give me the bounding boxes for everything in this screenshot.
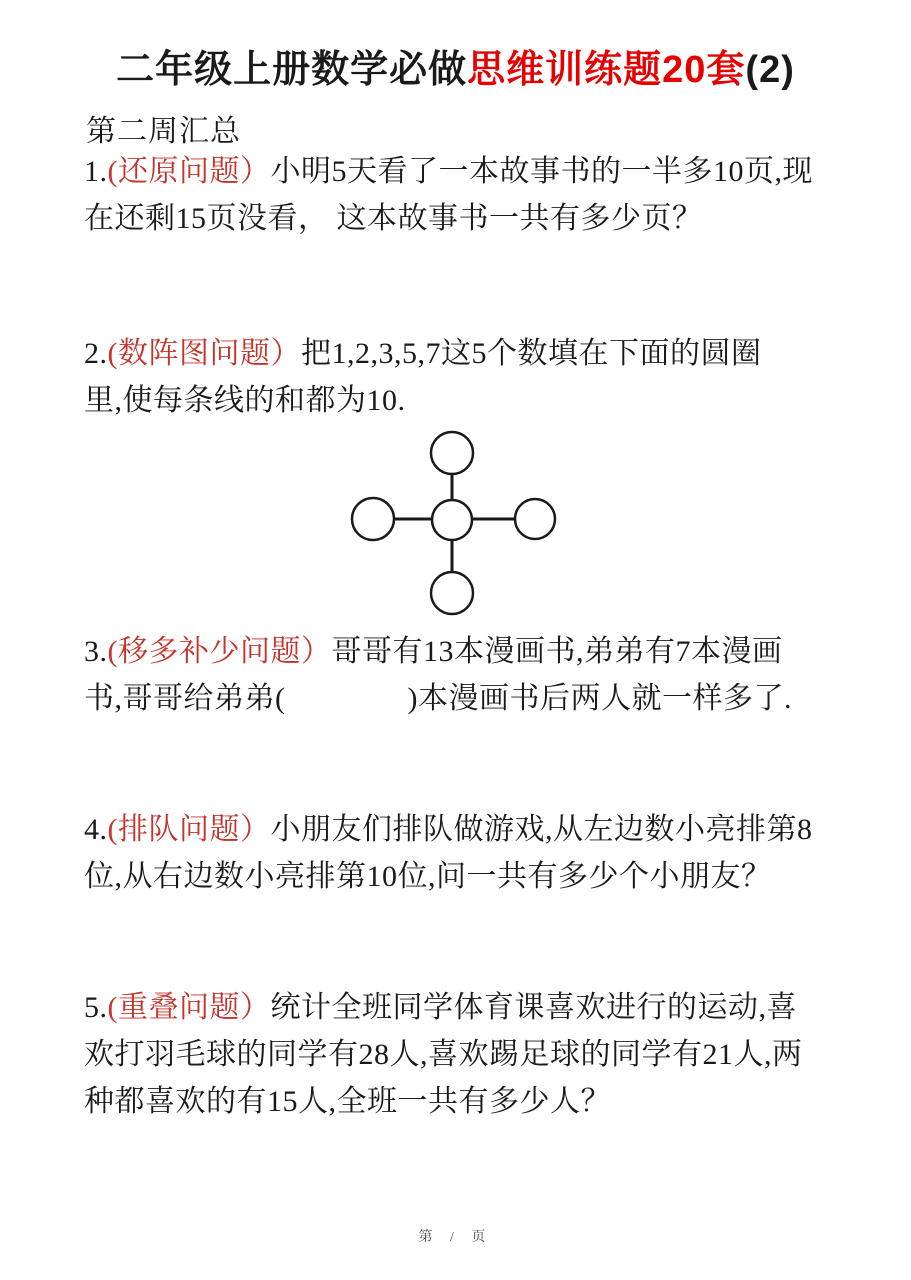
question-5-text: 统计全班同学体育课喜欢进行的运动,喜 [270, 991, 797, 1024]
question-5-line-2: 欢打羽毛球的同学有28人,喜欢踢足球的同学有21人,两 [84, 1038, 803, 1071]
week-summary-heading: 第二周汇总 [86, 115, 241, 148]
question-3-number: 3. [84, 635, 108, 668]
page-number-footer: 第 / 页 [418, 1230, 493, 1245]
question-4-text: 小朋友们排队做游戏,从左边数小亮排第8 [270, 813, 813, 846]
question-2-text: 把1,2,3,5,7这5个数填在下面的圆圈 [301, 337, 762, 370]
question-2-line-1 [84, 330, 844, 377]
question-2 [84, 330, 844, 424]
question-3-line-2: 书,哥哥给弟弟( )本漫画书后两人就一样多了. [84, 682, 792, 715]
title-black-part: 二年级上册数学必做 [116, 49, 468, 91]
diagram-circle-left [352, 498, 394, 540]
title-red-part: 思维训练题20套 [467, 49, 746, 91]
question-5-line-1 [84, 984, 844, 1031]
question-4-line-2: 位,从右边数小亮排第10位,问一共有多少个小朋友？ [84, 860, 772, 893]
number-cross-diagram-svg [330, 423, 560, 619]
number-cross-diagram [330, 423, 560, 619]
question-2-type-label: (数阵图问题） [107, 337, 301, 370]
question-1-number: 1. [84, 155, 108, 188]
question-4 [84, 806, 844, 900]
question-4-line-1 [84, 806, 844, 853]
diagram-circle-bottom [431, 572, 473, 614]
diagram-circle-top [431, 432, 473, 474]
title-suffix: (2) [745, 49, 795, 91]
question-5-type-label: (重叠问题） [107, 991, 271, 1024]
question-5 [84, 984, 844, 1125]
question-5-line-3: 种都喜欢的有15人,全班一共有多少人？ [84, 1085, 611, 1118]
diagram-circle-right [515, 499, 555, 539]
question-3-text: 哥哥有13本漫画书,弟弟有7本漫画 [331, 635, 783, 668]
question-1 [84, 148, 844, 242]
question-2-number: 2. [84, 337, 108, 370]
question-1-type-label: (还原问题） [107, 155, 271, 188]
question-2-line-2: 里,使每条线的和都为10. [84, 384, 406, 417]
question-4-number: 4. [84, 813, 108, 846]
question-1-line-1 [84, 148, 844, 195]
question-3-type-label: (移多补少问题） [107, 635, 332, 668]
question-1-text: 小明5天看了一本故事书的一半多10页,现 [270, 155, 813, 188]
page-title [0, 38, 911, 93]
question-5-number: 5. [84, 991, 108, 1024]
diagram-circle-center [432, 500, 472, 540]
question-1-line-2: 在还剩15页没看， 这本故事书一共有多少页？ [84, 202, 703, 235]
question-3-line-1 [84, 628, 844, 675]
question-4-type-label: (排队问题） [107, 813, 271, 846]
question-3 [84, 628, 844, 722]
